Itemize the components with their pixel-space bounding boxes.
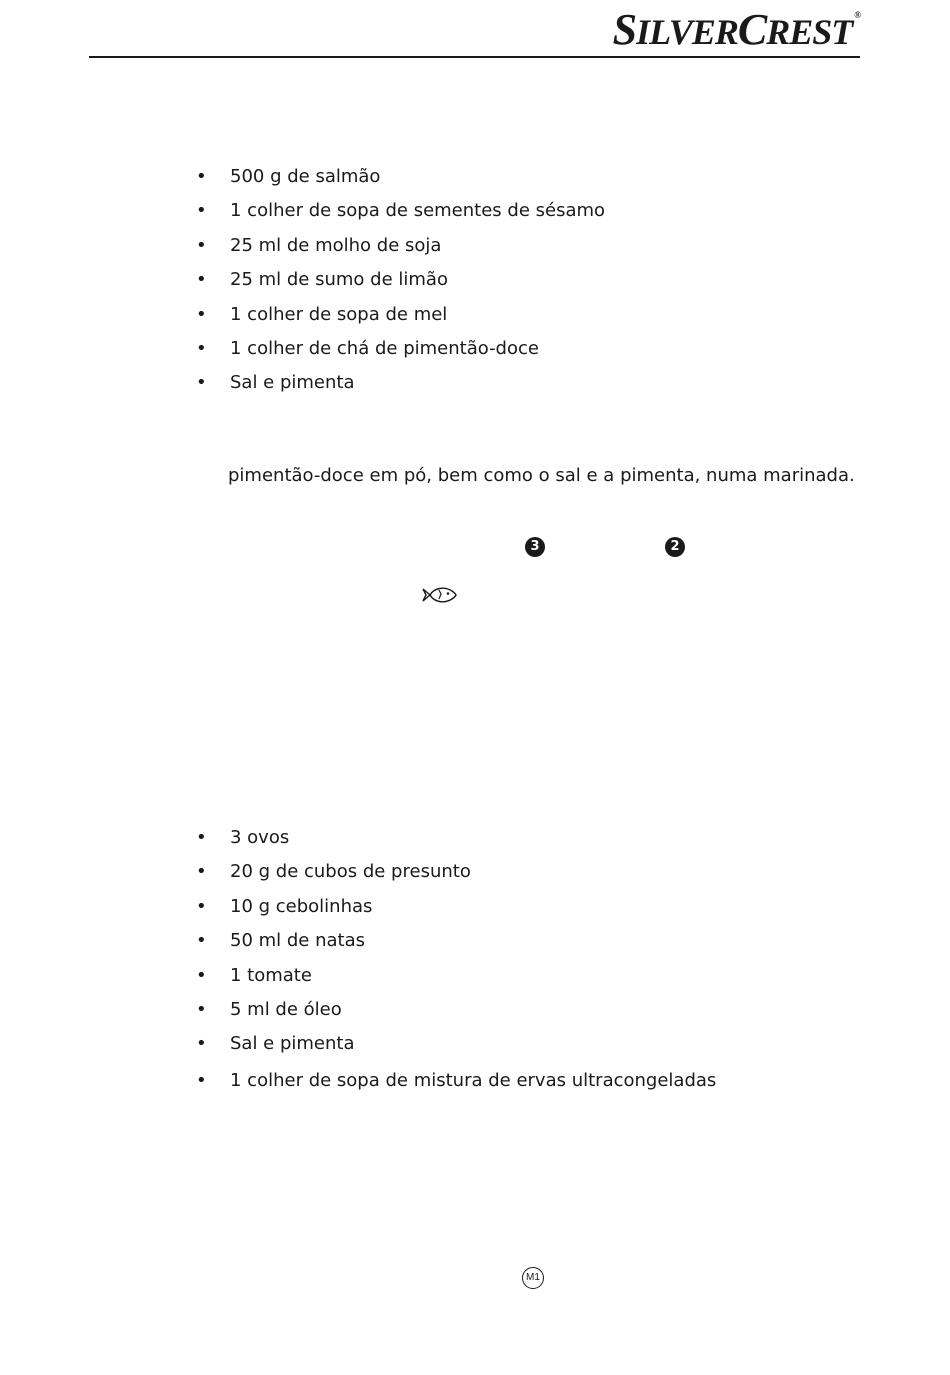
ingredient-list-salmon — [190, 165, 605, 406]
marinade-instruction: pimentão-doce em pó, bem como o sal e a pimenta, numa marinada. — [228, 465, 855, 486]
list-item: • 5 ml de óleo — [196, 998, 342, 1020]
header-divider — [89, 56, 860, 58]
fish-icon — [420, 583, 458, 607]
list-item: • 3 ovos — [196, 827, 290, 848]
list-item: • 1 colher de sopa de mistura de ervas ultracongeladas — [196, 1069, 717, 1091]
list-item: • 25 ml de sumo de limão — [196, 269, 448, 291]
list-item: • 50 ml de natas — [196, 930, 366, 952]
list-item: • 20 g de cubos de presunto — [196, 861, 471, 883]
callout-number-3: 3 — [525, 537, 545, 557]
list-item: • 25 ml de molho de soja — [196, 234, 442, 256]
list-item: • 10 g cebolinhas — [196, 895, 373, 917]
program-m1-icon: M1 — [522, 1267, 544, 1289]
ingredient-list-omelette — [190, 826, 716, 1105]
brand-logo: SILVERCREST ® — [612, 5, 860, 54]
list-item: • 1 colher de sopa de mel — [196, 303, 448, 325]
list-item: • 1 tomate — [196, 964, 312, 986]
list-item: • Sal e pimenta — [196, 372, 355, 394]
list-item: • 1 colher de chá de pimentão-doce — [196, 337, 539, 359]
callout-number-2: 2 — [665, 537, 685, 557]
list-item: • 500 g de salmão — [196, 166, 381, 187]
list-item: • 1 colher de sopa de sementes de sésamo — [196, 200, 606, 222]
list-item: • Sal e pimenta — [196, 1033, 355, 1055]
